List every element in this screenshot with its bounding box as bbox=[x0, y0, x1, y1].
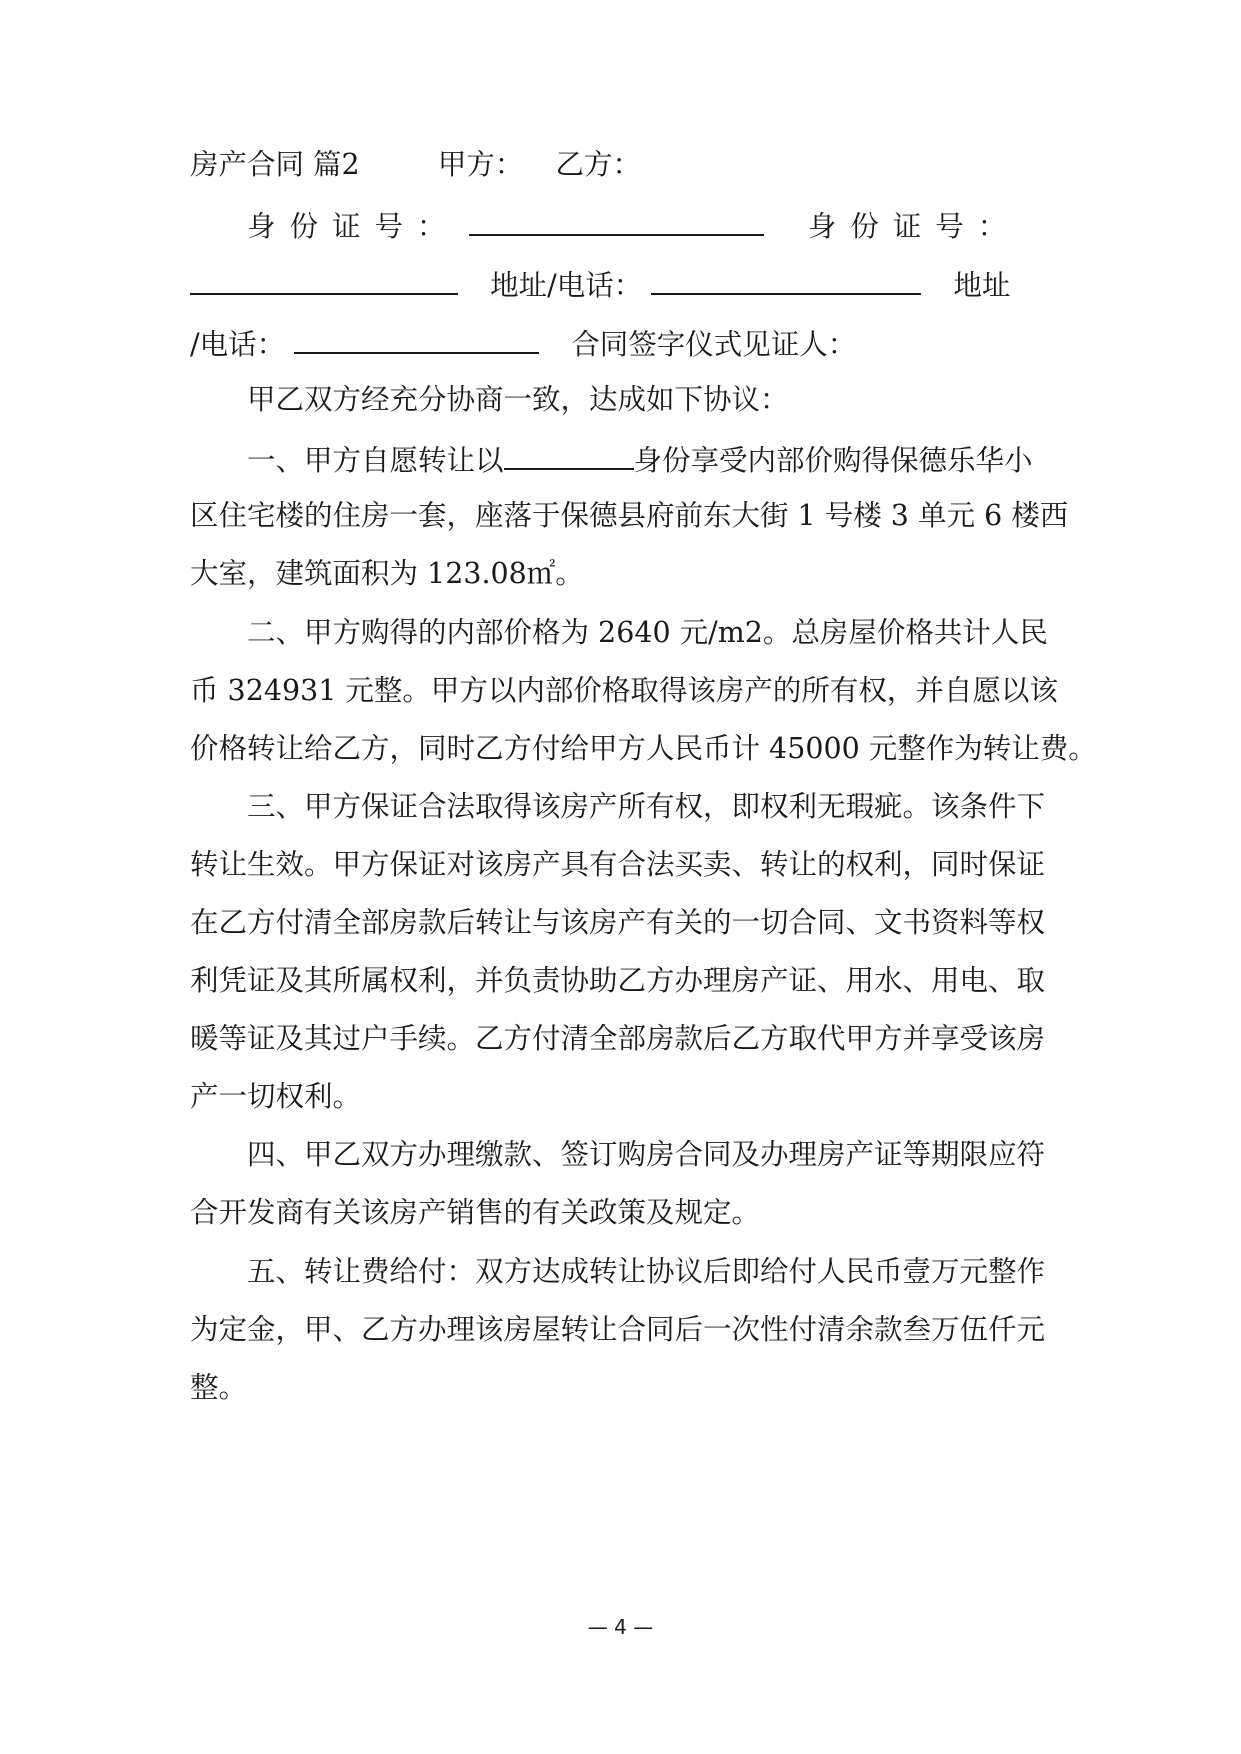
address-label-b-part2: /电话： bbox=[190, 328, 286, 361]
clause-4-line-1: 四、甲乙双方办理缴款、签订购房合同及办理房产证等期限应符 bbox=[247, 1138, 1046, 1171]
clause-1-line-2: 区住宅楼的住房一套，座落于保德县府前东大街 1 号楼 3 单元 6 楼西 bbox=[190, 499, 1069, 532]
clause-1-text-b: 身份享受内部价购得保德乐华小 bbox=[633, 444, 1033, 477]
party-a-label: 甲方： bbox=[437, 148, 524, 181]
header-line bbox=[190, 145, 1052, 185]
clause-3-line-5: 暖等证及其过户手续。乙方付清全部房款后乙方取代甲方并享受该房 bbox=[190, 1022, 1046, 1055]
clause-3-line-6: 产一切权利。 bbox=[190, 1080, 362, 1113]
address-label-a: 地址/电话： bbox=[490, 269, 643, 302]
intro-paragraph: 甲乙双方经充分协商一致，达成如下协议： bbox=[247, 383, 789, 416]
clause-3-line-3: 在乙方付清全部房款后转让与该房产有关的一切合同、文书资料等权 bbox=[190, 906, 1046, 939]
clause-2-line-2: 币 324931 元整。甲方以内部价格取得该房产的所有权，并自愿以该 bbox=[190, 674, 1058, 707]
clause-1-line-1 bbox=[247, 438, 1052, 481]
party-b-label: 乙方： bbox=[555, 148, 641, 181]
id-label-a: 身份证号： bbox=[247, 210, 460, 243]
witness-line bbox=[190, 322, 1052, 365]
page-number: — 4 — bbox=[587, 1615, 654, 1639]
witness-label: 合同签字仪式见证人： bbox=[571, 328, 857, 361]
id-label-b: 身份证号： bbox=[807, 210, 1021, 243]
id-blank-a bbox=[469, 204, 764, 236]
address-label-b-part1: 地址 bbox=[953, 269, 1011, 302]
clause-3-line-1: 三、甲方保证合法取得该房产所有权，即权利无瑕疵。该条件下 bbox=[247, 790, 1046, 823]
clause-5-line-1: 五、转让费给付：双方达成转让协议后即给付人民币壹万元整作 bbox=[247, 1255, 1046, 1288]
clause-2-line-1: 二、甲方购得的内部价格为 2640 元/m2。总房屋价格共计人民 bbox=[247, 616, 1048, 649]
address-blank-b bbox=[294, 322, 539, 354]
id-line bbox=[247, 204, 1052, 247]
contract-title: 房产合同 篇2 bbox=[190, 148, 360, 181]
clause-2-line-3: 价格转让给乙方，同时乙方付给甲方人民币计 45000 元整作为转让费。 bbox=[190, 732, 1097, 765]
clause-5-line-2: 为定金，甲、乙方办理该房屋转让合同后一次性付清余款叁万伍仟元 bbox=[190, 1313, 1046, 1346]
clause-1-line-3: 大室，建筑面积为 123.08㎡。 bbox=[190, 557, 584, 590]
identity-blank bbox=[504, 438, 634, 470]
clause-3-line-2: 转让生效。甲方保证对该房产具有合法买卖、转让的权利，同时保证 bbox=[190, 848, 1046, 881]
address-line bbox=[190, 263, 1052, 306]
clause-5-line-3: 整。 bbox=[190, 1371, 248, 1404]
id-blank-b bbox=[190, 263, 458, 295]
clause-4-line-2: 合开发商有关该房产销售的有关政策及规定。 bbox=[190, 1196, 761, 1229]
clause-1-text-a: 一、甲方自愿转让以 bbox=[247, 444, 504, 477]
clause-3-line-4: 利凭证及其所属权利，并负责协助乙方办理房产证、用水、用电、取 bbox=[190, 964, 1046, 997]
address-blank-a bbox=[651, 263, 921, 295]
